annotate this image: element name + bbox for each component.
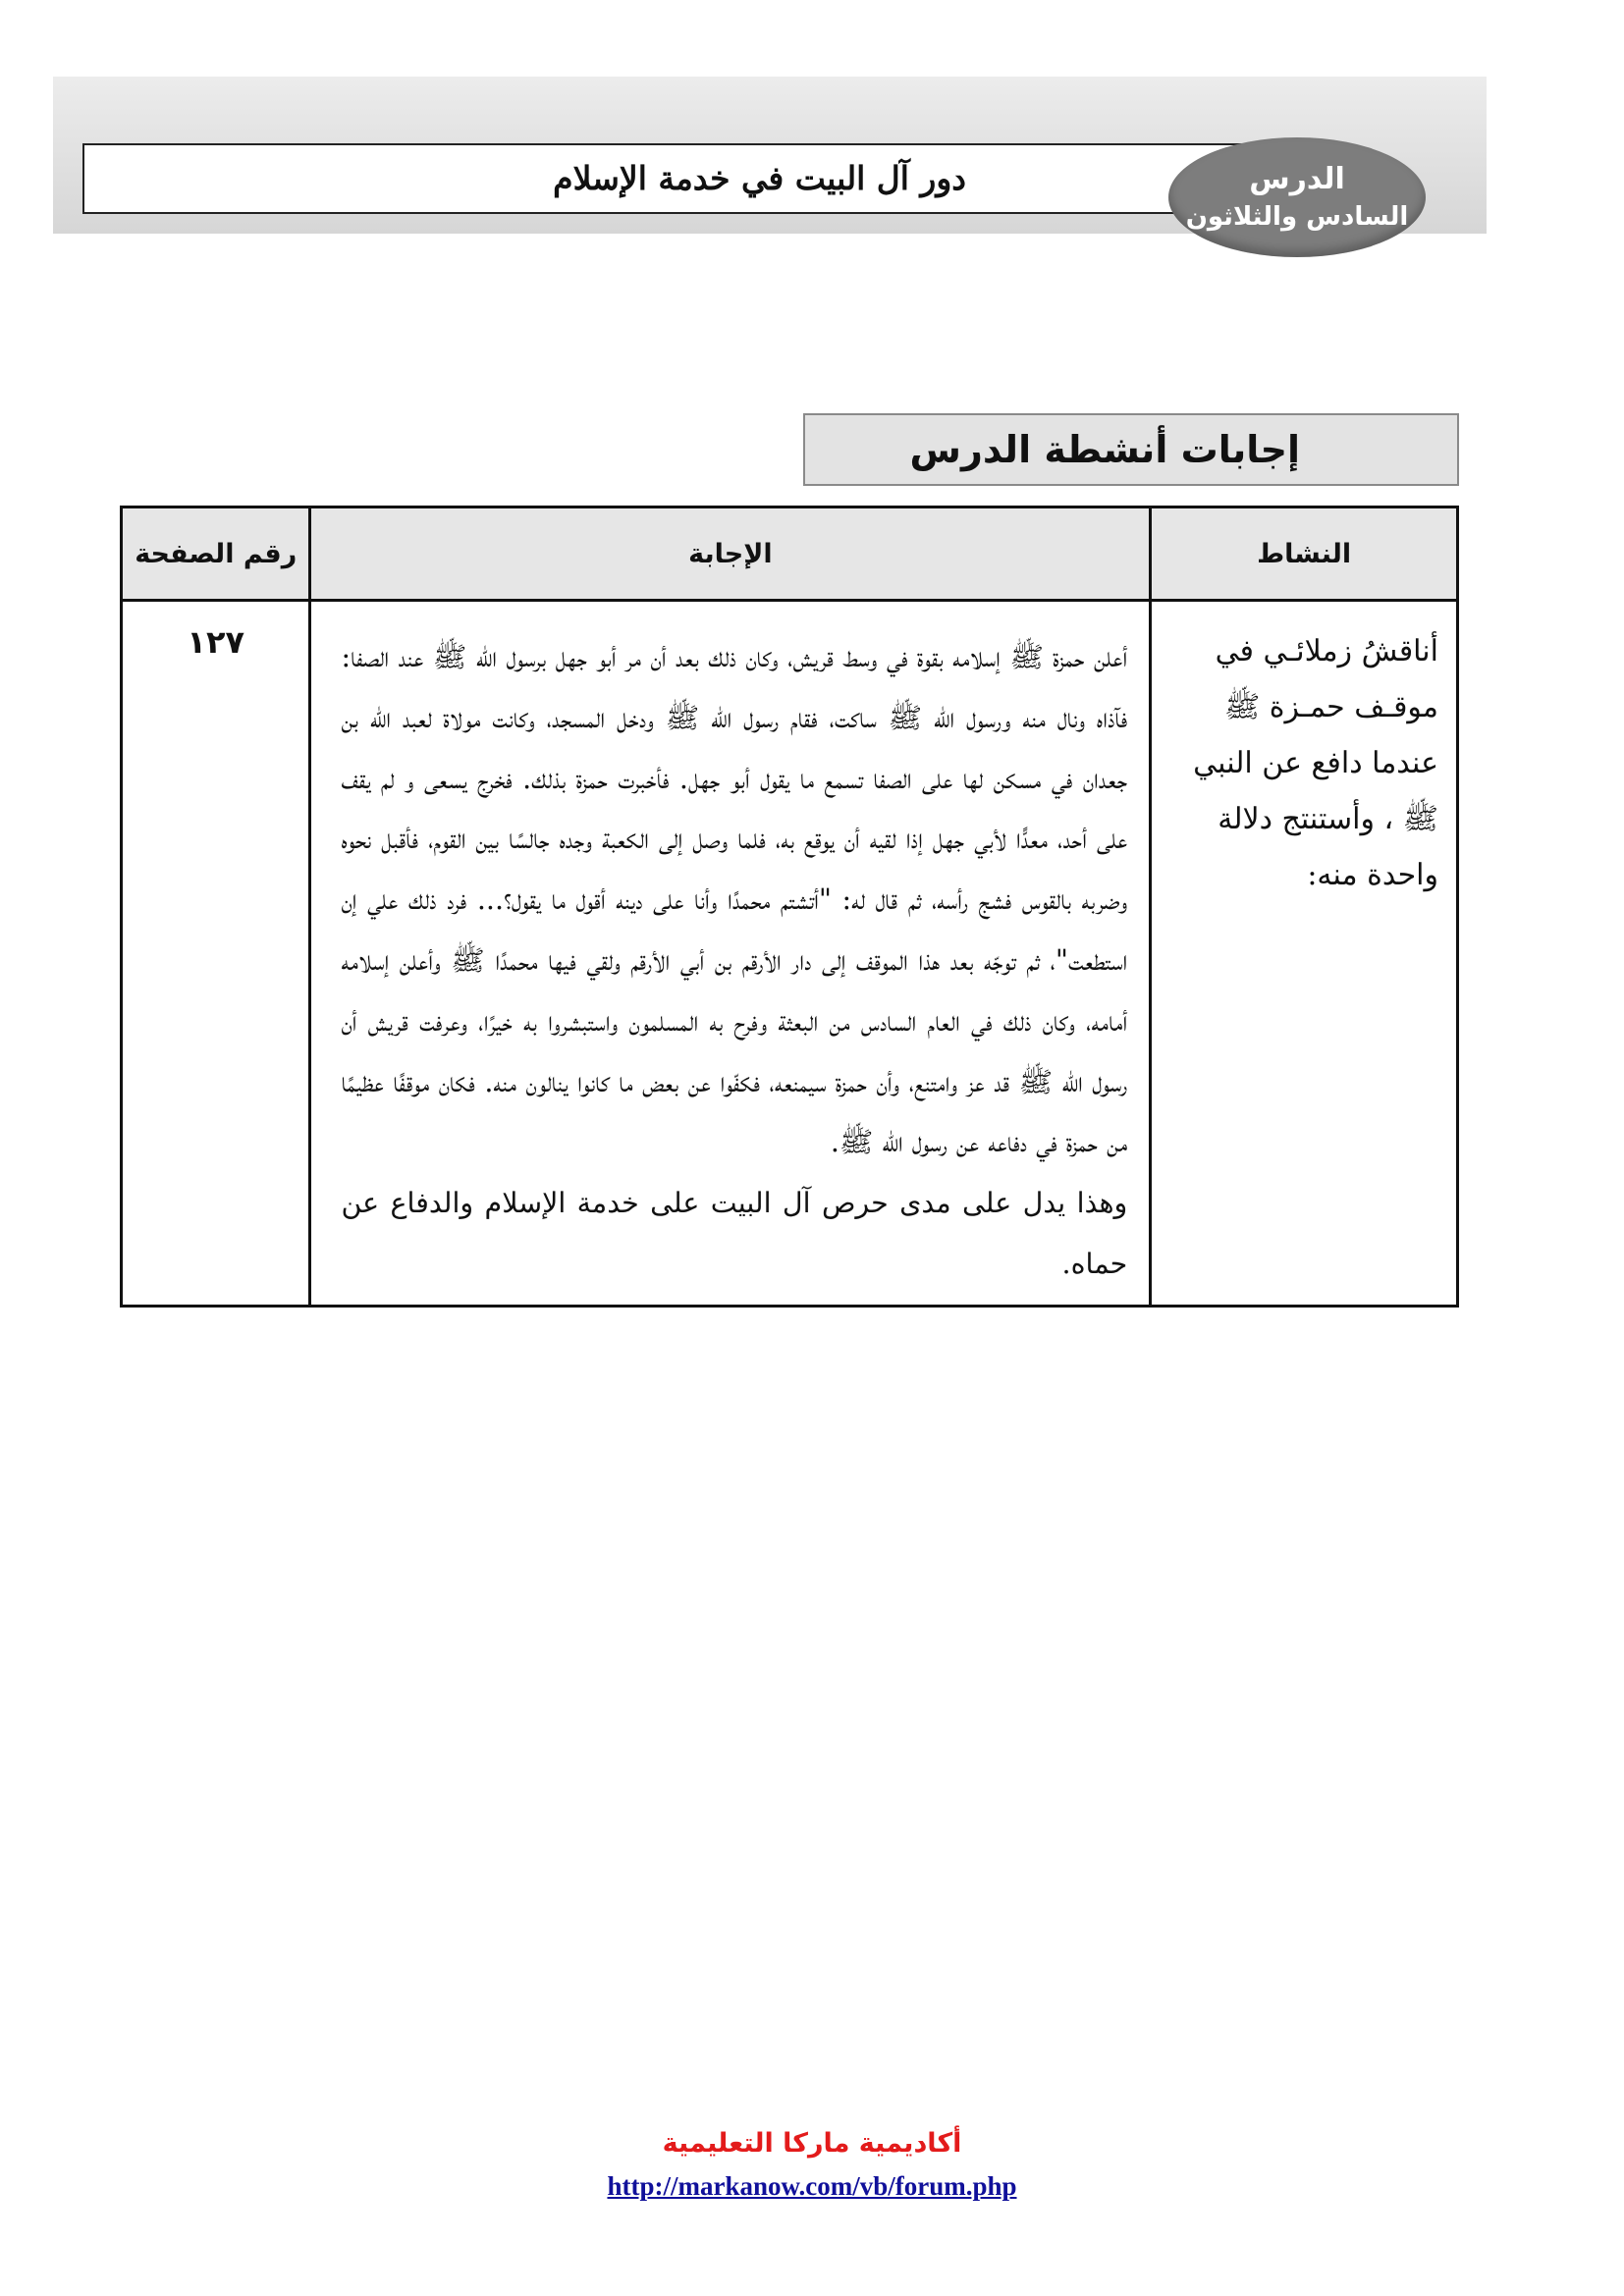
answer-paragraph: أعلن حمزة ﷺ إسلامه بقوة في وسط قريش، وكان ذلك بعد أن مر أبو جهل برسول الله ﷺ عند الصفا: فآذاه ونال منه ورسول الله ﷺ ساكت، فقام رسول الله ﷺ ودخل المسجد، وكانت مولاة لعبد الله بن جعدان في مسكن لها على الصفا تسمع ما يقول أبو جهل. فأخبرت حمزة بذلك. فخرج يسعى و لم يقف على أحد، معدًّا لأبي جهل إذا لقيه أن يوقع به، فلما وصل إلى الكعبة وجده جالسًا بين القوم، فأقبل نحوه وضربه بالقوس فشج رأسه، ثم قال له: "أتشتم محمدًا وأنا على دينه أقول ما يقول؟... فرد ذلك علي إن استطعت"، ثم توجّه بعد هذا الموقف إلى دار الأرقم بن أبي الأرقم ولقي فيها محمدًا ﷺ وأعلن إسلامه أمامه، وكان ذلك في العام السادس من البعثة وفرح به المسلمون واستبشروا به خيرًا، وعرفت قريش أن رسول الله ﷺ قد عز وامتنع، وأن حمزة سيمنعه، فكفّوا عن بعض ما كانوا ينالون منه. فكان موقفًا عظيمًا من حمزة في دفاعه عن رسول الله ﷺ. <box>341 641 1128 1159</box>
header-answer: الإجابة <box>310 507 1151 601</box>
header-activity: النشاط <box>1151 507 1458 601</box>
footer-link[interactable]: http://markanow.com/vb/forum.php <box>607 2171 1017 2201</box>
table-header-row <box>122 507 1458 601</box>
activities-table <box>120 506 1459 1308</box>
lesson-number-badge <box>1168 137 1426 257</box>
page-number-cell: ١٢٧ <box>122 601 310 1307</box>
footer-academy-name: أكاديمية ماركا التعليمية <box>662 2128 962 2159</box>
table-row <box>122 601 1458 1307</box>
lesson-title: دور آل البيت في خدمة الإسلام <box>553 159 966 197</box>
activity-cell: أناقشُ زملائـي في موقـف حمـزة ﷺ عندما دافع عن النبي ﷺ ، وأستنتج دلالة واحدة منه: <box>1151 601 1458 1307</box>
answer-cell <box>310 601 1151 1307</box>
lesson-badge-line2: السادس والثلاثون <box>1185 202 1409 232</box>
header-page-number: رقم الصفحة <box>122 507 310 601</box>
lesson-badge-line1: الدرس <box>1249 162 1345 196</box>
answer-conclusion: وهذا يدل على مدى حرص آل البيت على خدمة الإسلام والدفاع عن حماه. <box>341 1187 1128 1280</box>
section-heading: إجابات أنشطة الدرس <box>803 413 1459 486</box>
